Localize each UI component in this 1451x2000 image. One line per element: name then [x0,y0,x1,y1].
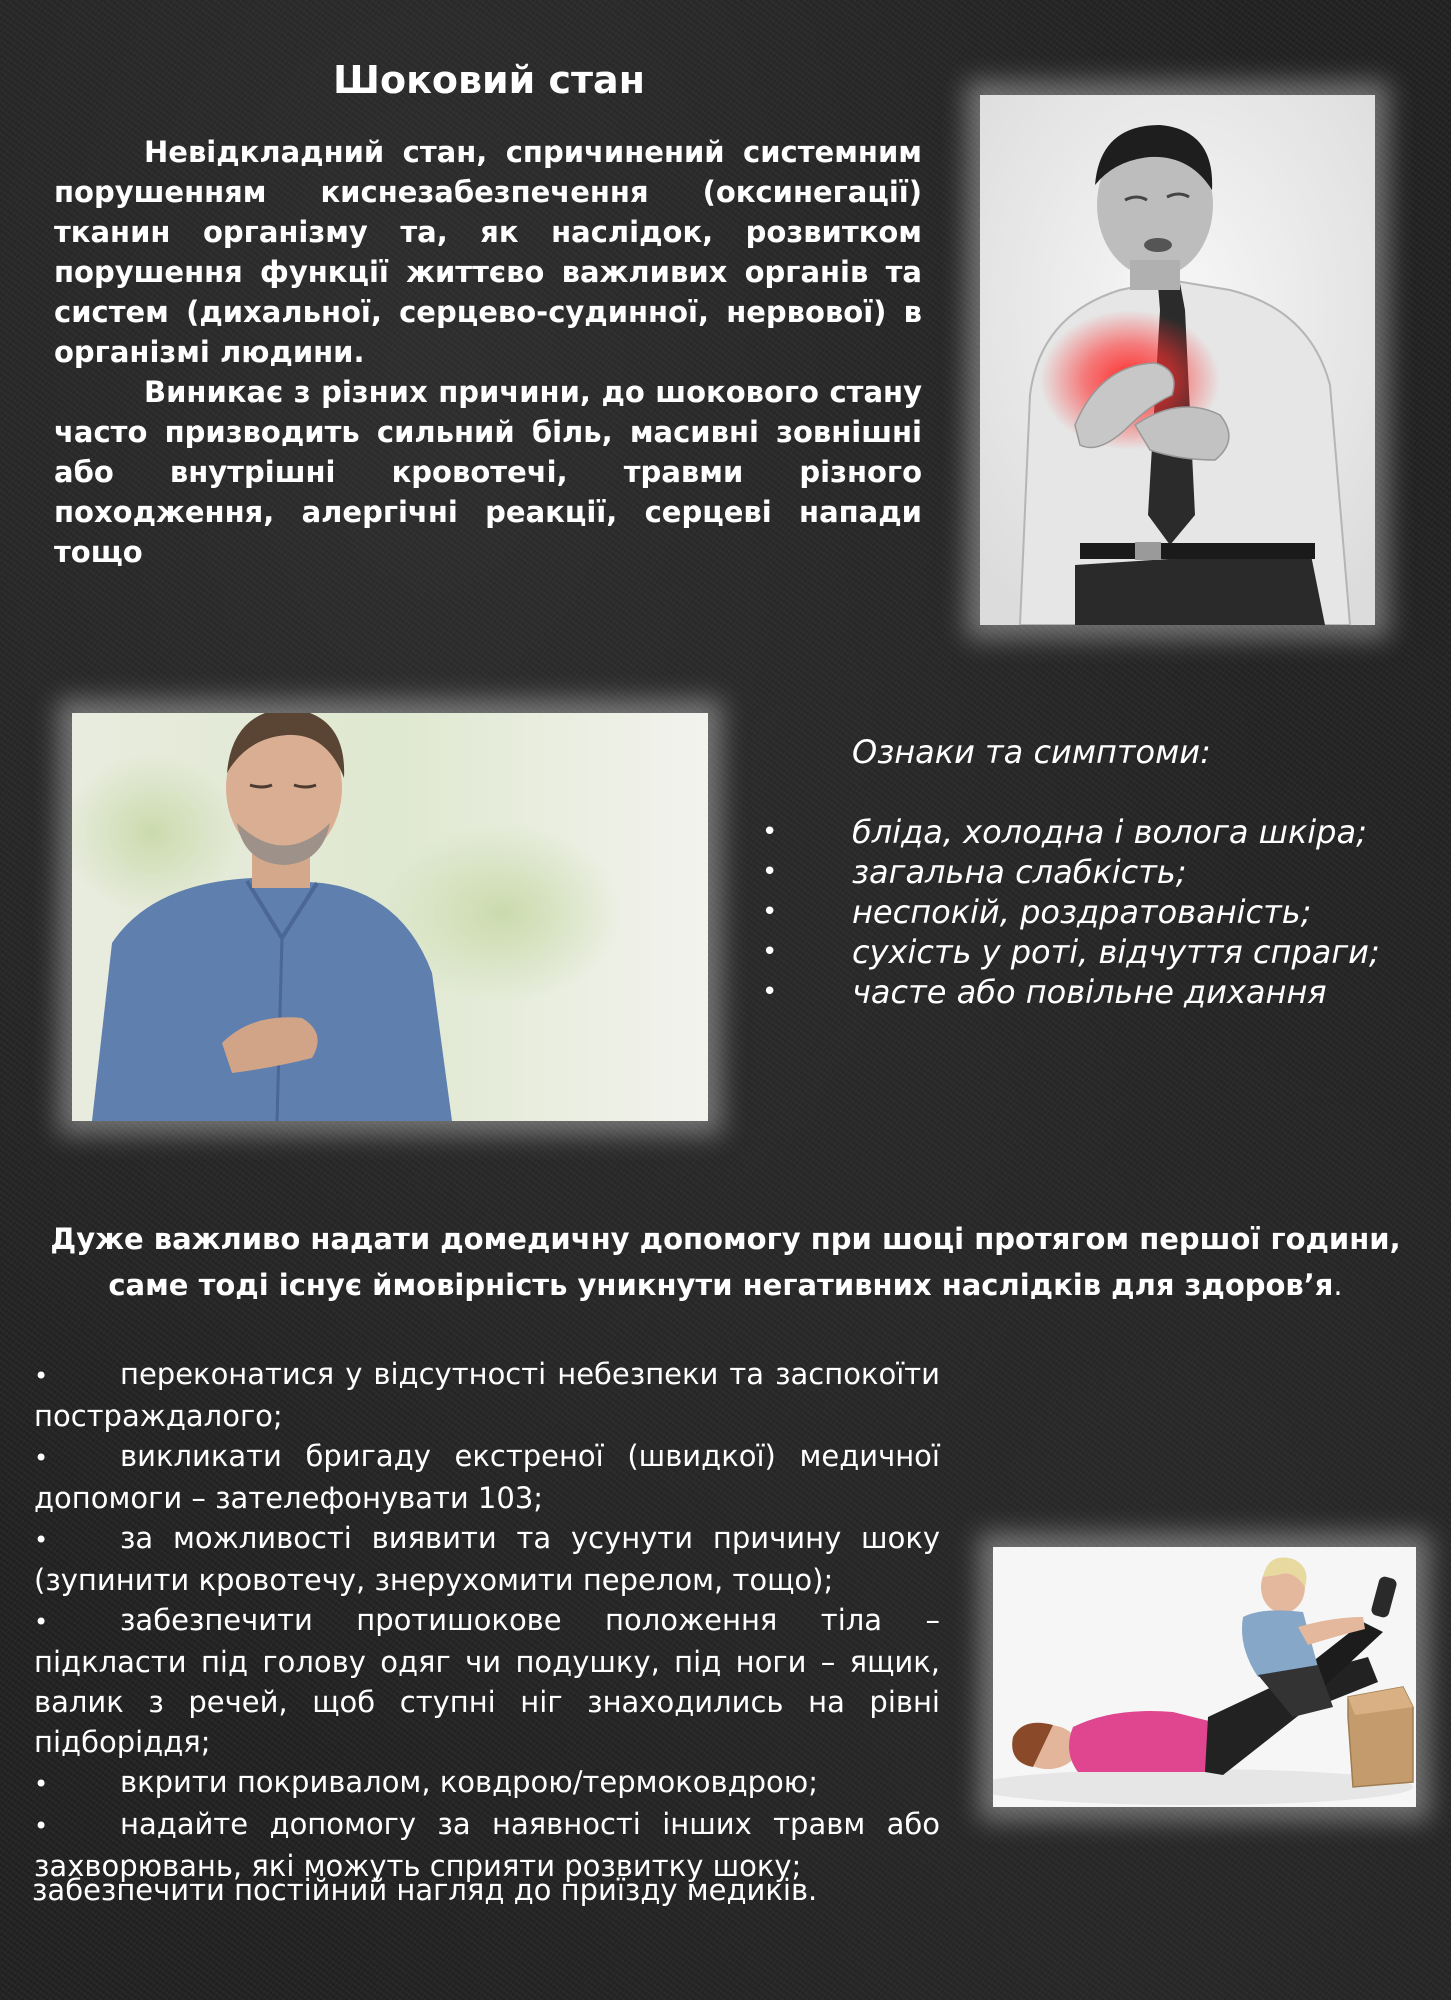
symptoms-heading: Ознаки та симптоми: [852,733,1211,771]
bullet: • [762,857,778,887]
symptom-text: неспокій, роздратованість; [852,893,1312,931]
bullet: • [34,1812,49,1840]
list-item [760,852,1450,892]
important-end: . [1333,1268,1343,1302]
list-item [760,972,1450,1012]
symptoms-list [760,812,1450,1012]
page-title: Шоковий стан [333,58,645,102]
bullet: • [34,1444,49,1472]
step-text: вкрити покривалом, ковдрою/термоковдрою; [120,1765,818,1799]
bullet: • [762,817,778,847]
shock-position-photo [993,1547,1416,1807]
final-instruction: забезпечити постійний нагляд до приїзду медиків. [32,1873,818,1907]
symptom-text: часте або повільне дихання [852,973,1327,1011]
intro-paragraph-1: Невідкладний стан, спричинений системним порушенням киснезабезпечення (оксинегації) тканин організму та, як наслідок, розвитком порушення функції життєво важливих органів та систем (дихальної, серцево-судинної, нервової) в організмі людини. [54,135,922,369]
list-item [34,1436,940,1518]
list-item [760,812,1450,852]
intro-paragraph-2: Виникає з різних причини, до шокового стану часто призводить сильний біль, масивні зовнішні або внутрішні кровотечі, травми різного походження, алергічні реакції, серцеві напади тощо [54,375,922,569]
list-item [34,1762,940,1804]
chest-pain-photo [980,95,1375,625]
list-item [760,892,1450,932]
symptoms-block [760,732,1450,1012]
symptom-text: бліда, холодна і волога шкіра; [852,813,1367,851]
bullet: • [762,897,778,927]
step-text: забезпечити протишокове положення тіла – підкласти під голову одяг чи подушку, під ноги – ящик, валик з речей, щоб ступні ніг знаходились на рівні підборіддя; [34,1603,940,1759]
step-text: надайте допомогу за наявності інших травм або захворювань, які можуть сприяти розвитку шоку; [34,1807,940,1883]
list-item [760,932,1450,972]
list-item [34,1518,940,1600]
list-item [34,1600,940,1762]
step-text: за можливості виявити та усунути причину шоку (зупинити кровотечу, знерухомити перелом, тощо); [34,1521,940,1597]
list-item [34,1354,940,1436]
important-text: Дуже важливо надати домедичну допомогу при шоці протягом першої години, саме тоді існує ймовірність уникнути негативних наслідків для здоров’я [50,1222,1401,1302]
symptom-text: загальна слабкість; [852,853,1187,891]
first-aid-steps [34,1354,940,1886]
bullet: • [34,1526,49,1554]
bullet: • [34,1608,49,1636]
intro-text [54,132,922,572]
man-unwell-photo [72,713,708,1121]
important-note [20,1216,1431,1308]
step-text: викликати бригаду екстреної (швидкої) медичної допомоги – зателефонувати 103; [34,1439,940,1515]
bullet: • [762,977,778,1007]
bullet: • [34,1770,49,1798]
bullet: • [34,1362,49,1390]
step-text: переконатися у відсутності небезпеки та заспокоїти постраждалого; [34,1357,940,1433]
symptom-text: сухість у роті, відчуття спраги; [852,933,1380,971]
bullet: • [762,937,778,967]
